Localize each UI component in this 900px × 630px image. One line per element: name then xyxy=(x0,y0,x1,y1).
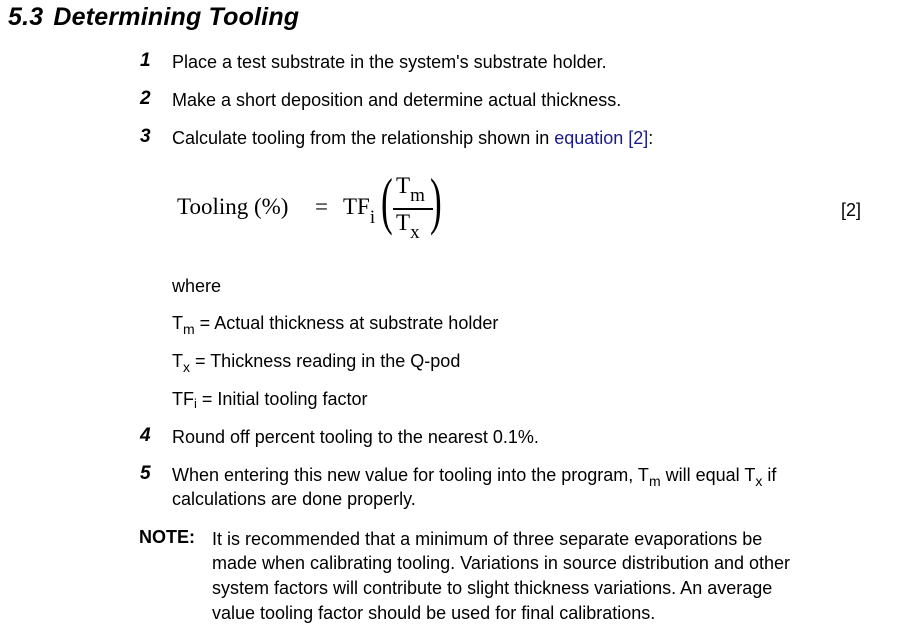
equation-link[interactable]: equation [2] xyxy=(554,128,649,148)
step-5-text-a: When entering this new value for tooling into the program, T xyxy=(172,465,649,485)
definition-tm xyxy=(172,313,499,337)
note-line-4: value tooling factor should be used for final calibrations. xyxy=(212,603,656,623)
equation-tf xyxy=(343,194,376,228)
note-line-2: made when calibrating tooling. Variations in source distribution and other xyxy=(212,553,791,573)
section-number: 5.3 xyxy=(8,3,44,31)
equation-denominator xyxy=(396,210,420,243)
step-text-4: Round off percent tooling to the nearest 0.1%. xyxy=(172,427,539,447)
numerator-symbol: T xyxy=(396,173,411,198)
step-number-5: 5 xyxy=(140,463,151,484)
def-tfi-subscript: i xyxy=(194,396,197,411)
tooling-equation xyxy=(177,165,447,250)
step-5-sub-m: m xyxy=(648,473,661,489)
step-number-4: 4 xyxy=(140,425,151,446)
def-tfi-text: = Initial tooling factor xyxy=(196,389,368,409)
step-text-3 xyxy=(172,128,653,149)
equation-numerator xyxy=(396,173,425,206)
step-text-1: Place a test substrate in the system's substrate holder. xyxy=(172,52,607,72)
def-tx-subscript: x xyxy=(183,359,190,375)
step-3-text-before: Calculate tooling from the relationship shown in xyxy=(172,128,555,148)
numerator-subscript: m xyxy=(410,185,425,206)
denominator-symbol: T xyxy=(396,210,411,235)
def-tx-symbol: T xyxy=(172,351,183,371)
denominator-subscript: x xyxy=(410,222,420,243)
step-number-1: 1 xyxy=(140,50,151,71)
equation-right-paren: ) xyxy=(430,165,442,236)
step-text-2: Make a short deposition and determine actual thickness. xyxy=(172,90,622,110)
equation-tag: [2] xyxy=(841,200,862,220)
def-tx-text: = Thickness reading in the Q-pod xyxy=(190,351,461,371)
equation-tf-symbol: TF xyxy=(343,194,370,219)
step-5-text-b: will equal T xyxy=(660,465,756,485)
def-tm-symbol: T xyxy=(172,313,183,333)
definition-tfi xyxy=(172,389,368,410)
equation-lhs: Tooling (%) xyxy=(177,194,289,219)
equation-left-paren: ( xyxy=(381,165,393,236)
def-tfi-symbol: TF xyxy=(172,389,194,409)
step-text-5-line-1 xyxy=(172,465,777,489)
definition-tx xyxy=(172,351,461,375)
equation-equals: = xyxy=(315,194,328,219)
note-line-1: It is recommended that a minimum of three separate evaporations be xyxy=(212,529,763,549)
step-5-sub-x: x xyxy=(755,473,763,489)
step-number-3: 3 xyxy=(140,126,151,147)
note-label: NOTE: xyxy=(139,527,195,547)
step-5-text-c: if xyxy=(762,465,777,485)
section-title: Determining Tooling xyxy=(53,3,300,31)
def-tm-text: = Actual thickness at substrate holder xyxy=(194,313,499,333)
where-label: where xyxy=(172,276,222,296)
step-number-2: 2 xyxy=(140,88,151,109)
step-text-5-line-2: calculations are done properly. xyxy=(172,489,416,509)
equation-tf-subscript: i xyxy=(369,207,376,228)
step-3-text-after: : xyxy=(648,128,654,148)
def-tm-subscript: m xyxy=(183,321,195,337)
note-line-3: system factors will contribute to slight thickness variations. An average xyxy=(212,578,773,598)
section-heading xyxy=(8,3,299,32)
